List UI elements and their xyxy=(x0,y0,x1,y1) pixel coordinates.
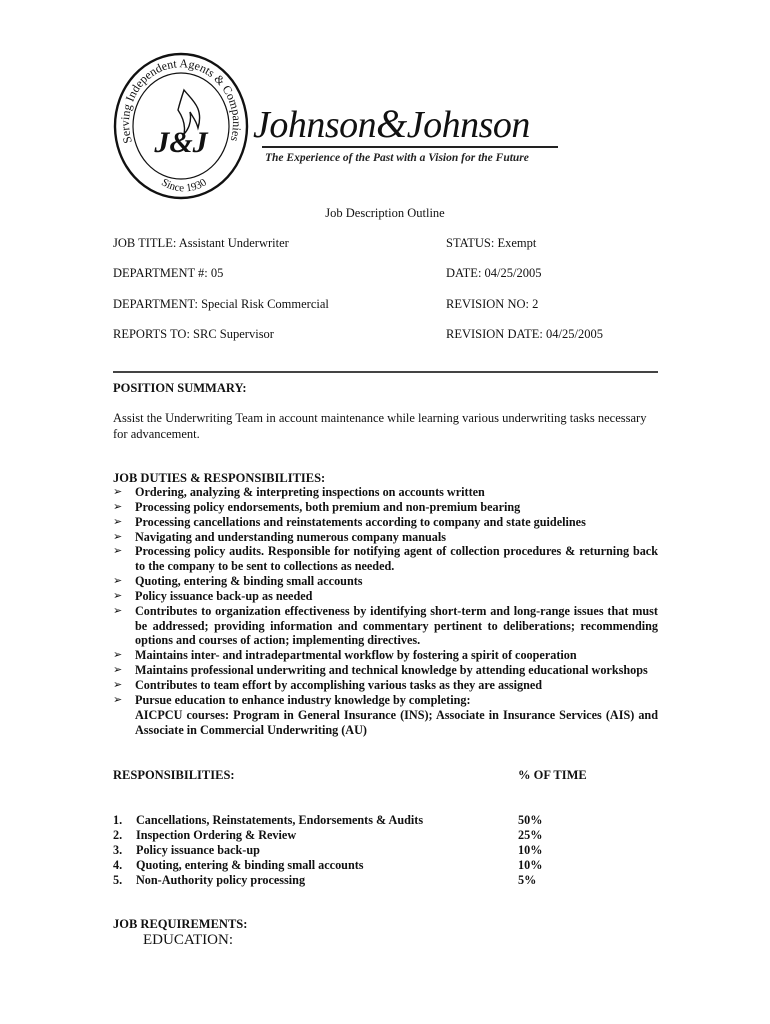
responsibilities-heading: RESPONSIBILITIES: xyxy=(113,768,235,782)
list-item: ➢ Maintains professional underwriting and technical knowledge by attending educational workshops xyxy=(113,663,648,678)
job-requirements-heading: JOB REQUIREMENTS: xyxy=(113,917,248,931)
table-row: 3. Policy issuance back-up 10% xyxy=(113,843,543,857)
brand-name-left: Johnson xyxy=(253,104,377,146)
table-row: 2. Inspection Ordering & Review 25% xyxy=(113,828,543,842)
seal-initials: J&J xyxy=(154,126,208,159)
percent-time-heading: % OF TIME xyxy=(518,768,587,782)
brand-ampersand: & xyxy=(376,101,407,146)
brand-tagline: The Experience of the Past with a Vision for the Future xyxy=(265,152,529,164)
responsibilities-list xyxy=(113,813,658,888)
arrow-bullet-icon: ➢ xyxy=(113,545,123,558)
seal-arc-text: Serving Independent Agents & Companies xyxy=(117,56,245,146)
arrow-bullet-icon: ➢ xyxy=(113,575,123,588)
list-item: ➢ Ordering, analyzing & interpreting inspections on accounts written xyxy=(113,485,485,499)
list-item: ➢ Navigating and understanding numerous company manuals xyxy=(113,529,446,544)
department-number-field: DEPARTMENT #: 05 xyxy=(113,266,224,280)
list-item: ➢ Processing policy endorsements, both premium and non-premium bearing xyxy=(113,499,521,514)
list-item: ➢ Pursue education to enhance industry knowledge by completing: AICPCU courses: Program in General Insurance (INS); Associate in Insurance Services (AIS) and Associate in Commercial Underwriting (AU) xyxy=(113,692,658,737)
brand-wordmark xyxy=(253,100,530,147)
position-summary-heading: POSITION SUMMARY: xyxy=(113,381,247,395)
list-item: ➢ Processing policy audits. Responsible for notifying agent of collection procedures & returning back to the company to be sent to collections as needed. xyxy=(113,544,658,574)
arrow-bullet-icon: ➢ xyxy=(113,589,123,602)
arrow-bullet-icon: ➢ xyxy=(113,530,123,543)
arrow-bullet-icon: ➢ xyxy=(113,500,123,513)
arrow-bullet-icon: ➢ xyxy=(113,678,123,691)
list-item: ➢ Processing cancellations and reinstatements according to company and state guidelines xyxy=(113,514,586,529)
list-item: ➢ Quoting, entering & binding small accounts xyxy=(113,574,363,589)
arrow-bullet-icon: ➢ xyxy=(113,604,123,617)
section-divider xyxy=(113,371,658,373)
arrow-bullet-icon: ➢ xyxy=(113,486,123,498)
list-item: ➢ Contributes to organization effectiveness by identifying short-term and long-range issues that must be addressed; providing information and commentary pertinent to deliberations; recommending options and courses of action; implementing directives. xyxy=(113,603,658,648)
arrow-bullet-icon: ➢ xyxy=(113,515,123,528)
table-row: 5. Non-Authority policy processing 5% xyxy=(113,873,537,887)
table-row: 4. Quoting, entering & binding small accounts 10% xyxy=(113,858,543,872)
course-list-text: AICPCU courses: Program in General Insurance (INS); Associate in Insurance Services (AIS) and Associate in Commercial Underwriting (AU) xyxy=(135,707,658,737)
revision-number-field: REVISION NO: 2 xyxy=(446,297,539,311)
brand-divider xyxy=(262,146,558,148)
seal-since-text: Since 1930 xyxy=(159,176,209,195)
reports-to-field: REPORTS TO: SRC Supervisor xyxy=(113,327,274,341)
duties-list xyxy=(113,485,658,737)
arrow-bullet-icon: ➢ xyxy=(113,664,123,677)
education-heading: EDUCATION: xyxy=(143,932,233,948)
job-title-field: JOB TITLE: Assistant Underwriter xyxy=(113,236,289,250)
company-seal-logo xyxy=(112,50,250,202)
status-field: STATUS: Exempt xyxy=(446,236,537,250)
table-row: 1. Cancellations, Reinstatements, Endorsements & Audits 50% xyxy=(113,813,543,827)
arrow-bullet-icon: ➢ xyxy=(113,649,123,662)
responsibilities-header xyxy=(113,768,658,783)
revision-date-field: REVISION DATE: 04/25/2005 xyxy=(446,327,603,341)
arrow-bullet-icon: ➢ xyxy=(113,693,123,706)
date-field: DATE: 04/25/2005 xyxy=(446,266,542,280)
position-summary-text: Assist the Underwriting Team in account maintenance while learning various underwriting tasks necessary for advancement. xyxy=(113,411,647,441)
list-item: ➢ Contributes to team effort by accomplishing various tasks as they are assigned xyxy=(113,677,543,692)
brand-name-right: Johnson xyxy=(406,104,530,146)
duties-heading: JOB DUTIES & RESPONSIBILITIES: xyxy=(113,471,326,485)
list-item: ➢ Maintains inter- and intradepartmental workflow by fostering a spirit of cooperation xyxy=(113,648,577,663)
document-title: Job Description Outline xyxy=(325,206,445,220)
list-item: ➢ Policy issuance back-up as needed xyxy=(113,588,313,603)
department-field: DEPARTMENT: Special Risk Commercial xyxy=(113,297,329,311)
